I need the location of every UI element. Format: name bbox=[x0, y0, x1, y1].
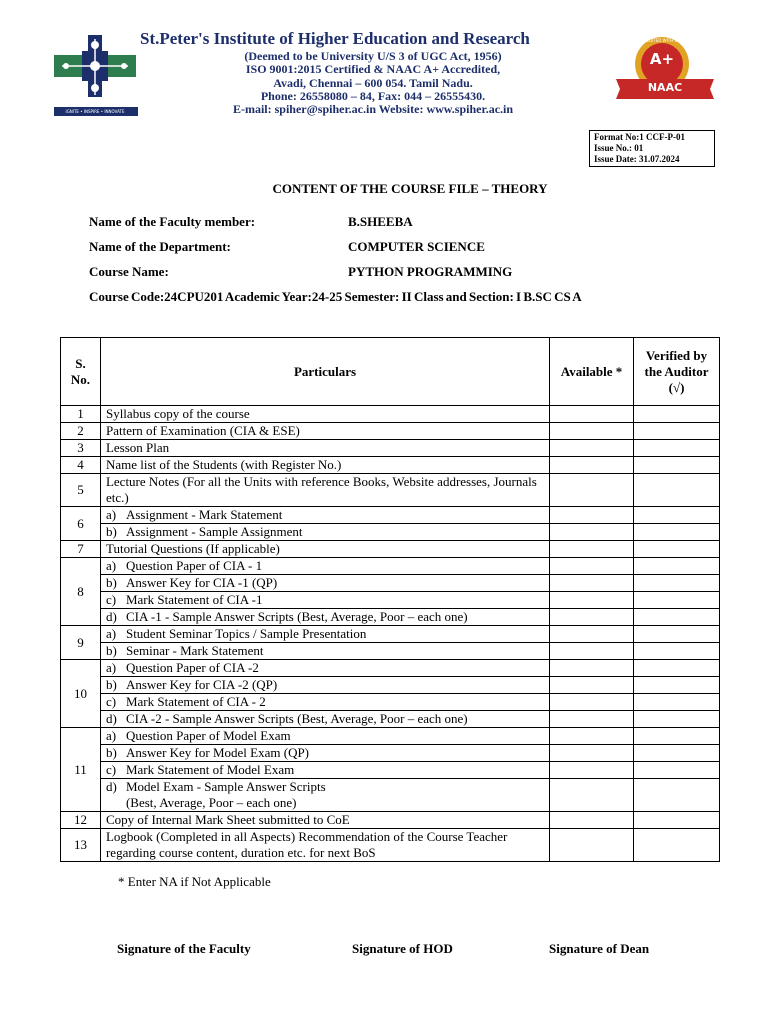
course-value: PYTHON PROGRAMMING bbox=[348, 264, 513, 279]
header-sno: S. No. bbox=[61, 338, 101, 406]
item-text: Answer Key for CIA -2 (QP) bbox=[125, 677, 278, 692]
serial-number: 5 bbox=[61, 474, 101, 507]
available-cell[interactable] bbox=[550, 474, 634, 507]
table-row bbox=[61, 626, 720, 643]
faculty-label: Name of the Faculty member: bbox=[89, 214, 256, 229]
verified-cell[interactable] bbox=[634, 745, 720, 762]
item-text: Question Paper of CIA - 1 bbox=[125, 558, 263, 573]
table-row bbox=[61, 694, 720, 711]
table-row bbox=[61, 541, 720, 558]
table-body bbox=[61, 406, 720, 862]
table-row bbox=[61, 762, 720, 779]
table-row bbox=[61, 406, 720, 423]
item-text-continued: (Best, Average, Poor – each one) bbox=[125, 795, 297, 810]
verified-cell[interactable] bbox=[634, 609, 720, 626]
item-letter: d) bbox=[105, 779, 117, 794]
format-box bbox=[589, 130, 715, 167]
verified-cell[interactable] bbox=[634, 440, 720, 457]
department-label: Name of the Department: bbox=[89, 239, 231, 254]
format-no: Format No:1 CCF-P-01 bbox=[594, 132, 685, 142]
particulars-cell bbox=[100, 592, 549, 609]
item-text: Model Exam - Sample Answer Scripts bbox=[125, 779, 326, 794]
table-row bbox=[61, 592, 720, 609]
item-text: Tutorial Questions (If applicable) bbox=[105, 541, 280, 556]
faculty-value: B.SHEEBA bbox=[348, 214, 413, 229]
table-row bbox=[61, 457, 720, 474]
header-line-2: ISO 9001:2015 Certified & NAAC A+ Accredited, bbox=[245, 62, 501, 76]
department-value: COMPUTER SCIENCE bbox=[348, 239, 485, 254]
header-line-3: Avadi, Chennai – 600 054. Tamil Nadu. bbox=[273, 76, 473, 90]
serial-number: 12 bbox=[61, 812, 101, 829]
verified-cell[interactable] bbox=[634, 423, 720, 440]
item-text: Name list of the Students (with Register No.) bbox=[105, 457, 342, 472]
particulars-cell bbox=[100, 762, 549, 779]
particulars-cell bbox=[100, 507, 549, 524]
verified-cell[interactable] bbox=[634, 643, 720, 660]
item-text: Answer Key for CIA -1 (QP) bbox=[125, 575, 278, 590]
item-text: Assignment - Sample Assignment bbox=[125, 524, 303, 539]
serial-number: 4 bbox=[61, 457, 101, 474]
verified-cell[interactable] bbox=[634, 541, 720, 558]
particulars-cell bbox=[100, 694, 549, 711]
item-letter: c) bbox=[105, 592, 117, 607]
available-cell[interactable] bbox=[550, 745, 634, 762]
item-text: Mark Statement of CIA - 2 bbox=[125, 694, 266, 709]
course-label: Course Name: bbox=[89, 264, 169, 279]
particulars-cell bbox=[100, 406, 549, 423]
available-cell[interactable] bbox=[550, 558, 634, 575]
verified-cell[interactable] bbox=[634, 812, 720, 829]
table-row bbox=[61, 474, 720, 507]
item-letter: a) bbox=[105, 558, 117, 573]
available-cell[interactable] bbox=[550, 592, 634, 609]
item-letter: d) bbox=[105, 711, 117, 726]
verified-cell[interactable] bbox=[634, 457, 720, 474]
available-cell[interactable] bbox=[550, 812, 634, 829]
item-text: Question Paper of Model Exam bbox=[125, 728, 291, 743]
particulars-cell bbox=[100, 575, 549, 592]
faculty-signature: Signature of the Faculty bbox=[117, 941, 251, 956]
table-row bbox=[61, 440, 720, 457]
item-text: Logbook (Completed in all Aspects) Recommendation of the Course Teacher regarding course content, duration etc. for next BoS bbox=[105, 829, 508, 860]
available-cell[interactable] bbox=[550, 728, 634, 745]
verified-cell[interactable] bbox=[634, 779, 720, 812]
available-cell[interactable] bbox=[550, 643, 634, 660]
item-letter: b) bbox=[105, 643, 117, 658]
verified-cell[interactable] bbox=[634, 626, 720, 643]
item-letter: a) bbox=[105, 626, 117, 641]
particulars-cell bbox=[100, 677, 549, 694]
table-row bbox=[61, 711, 720, 728]
logo-tagline: IGNITE • INSPIRE • INNOVATE bbox=[65, 109, 125, 114]
verified-cell[interactable] bbox=[634, 592, 720, 609]
available-cell[interactable] bbox=[550, 423, 634, 440]
available-cell[interactable] bbox=[550, 694, 634, 711]
naac-badge bbox=[614, 34, 718, 104]
particulars-cell bbox=[100, 779, 549, 812]
particulars-cell bbox=[100, 728, 549, 745]
item-text: Syllabus copy of the course bbox=[105, 406, 250, 421]
particulars-cell bbox=[100, 524, 549, 541]
particulars-cell bbox=[100, 457, 549, 474]
item-text: Mark Statement of Model Exam bbox=[125, 762, 295, 777]
available-cell[interactable] bbox=[550, 677, 634, 694]
verified-cell[interactable] bbox=[634, 406, 720, 423]
issue-no: Issue No.: 01 bbox=[594, 143, 644, 153]
verified-cell[interactable] bbox=[634, 524, 720, 541]
header-line-4: Phone: 26558080 – 84, Fax: 044 – 26555430. bbox=[260, 89, 486, 103]
header-particulars: Particulars bbox=[100, 338, 549, 406]
available-cell[interactable] bbox=[550, 779, 634, 812]
header-verified: Verified by the Auditor (√) bbox=[634, 338, 720, 406]
serial-number: 7 bbox=[61, 541, 101, 558]
table-row bbox=[61, 677, 720, 694]
item-text: Question Paper of CIA -2 bbox=[125, 660, 259, 675]
table-row bbox=[61, 829, 720, 862]
available-cell[interactable] bbox=[550, 457, 634, 474]
particulars-cell bbox=[100, 829, 549, 862]
verified-cell[interactable] bbox=[634, 474, 720, 507]
particulars-cell bbox=[100, 609, 549, 626]
item-text: CIA -2 - Sample Answer Scripts (Best, Average, Poor – each one) bbox=[125, 711, 468, 726]
available-cell[interactable] bbox=[550, 575, 634, 592]
available-cell[interactable] bbox=[550, 507, 634, 524]
item-letter: b) bbox=[105, 524, 117, 539]
serial-number: 9 bbox=[61, 626, 101, 660]
table-row bbox=[61, 609, 720, 626]
verified-cell[interactable] bbox=[634, 558, 720, 575]
table-row bbox=[61, 575, 720, 592]
item-text: Answer Key for Model Exam (QP) bbox=[125, 745, 310, 760]
item-text: Mark Statement of CIA -1 bbox=[125, 592, 263, 607]
serial-number: 3 bbox=[61, 440, 101, 457]
item-text: CIA -1 - Sample Answer Scripts (Best, Average, Poor – each one) bbox=[125, 609, 468, 624]
hod-signature: Signature of HOD bbox=[352, 941, 453, 956]
naac-ribbon: NAAC bbox=[647, 81, 683, 94]
available-cell[interactable] bbox=[550, 626, 634, 643]
serial-number: 11 bbox=[61, 728, 101, 812]
particulars-cell bbox=[100, 711, 549, 728]
serial-number: 8 bbox=[61, 558, 101, 626]
particulars-cell bbox=[100, 643, 549, 660]
table-row bbox=[61, 558, 720, 575]
item-text: Lecture Notes (For all the Units with reference Books, Website addresses, Journals etc.) bbox=[105, 474, 537, 505]
verified-cell[interactable] bbox=[634, 507, 720, 524]
item-text: Copy of Internal Mark Sheet submitted to CoE bbox=[105, 812, 350, 827]
header-available: Available * bbox=[550, 338, 634, 406]
serial-number: 13 bbox=[61, 829, 101, 862]
particulars-cell bbox=[100, 541, 549, 558]
item-letter: a) bbox=[105, 507, 117, 522]
available-cell[interactable] bbox=[550, 524, 634, 541]
naac-grade: A+ bbox=[649, 50, 675, 68]
table-row bbox=[61, 524, 720, 541]
table-row bbox=[61, 779, 720, 812]
header-contact-line: E-mail: spiher@spiher.ac.in Website: www.spiher.ac.in bbox=[232, 102, 514, 116]
verified-cell[interactable] bbox=[634, 660, 720, 677]
item-text: Lesson Plan bbox=[105, 440, 170, 455]
serial-number: 2 bbox=[61, 423, 101, 440]
table-row bbox=[61, 643, 720, 660]
item-text: Student Seminar Topics / Sample Presentation bbox=[125, 626, 367, 641]
verified-cell[interactable] bbox=[634, 711, 720, 728]
serial-number: 6 bbox=[61, 507, 101, 541]
table-row bbox=[61, 728, 720, 745]
verified-cell[interactable] bbox=[634, 728, 720, 745]
item-text: Pattern of Examination (CIA & ESE) bbox=[105, 423, 300, 438]
verified-cell[interactable] bbox=[634, 762, 720, 779]
particulars-cell bbox=[100, 474, 549, 507]
available-cell[interactable] bbox=[550, 762, 634, 779]
item-letter: a) bbox=[105, 728, 117, 743]
available-cell[interactable] bbox=[550, 829, 634, 862]
particulars-cell bbox=[100, 660, 549, 677]
institution-logo bbox=[52, 33, 138, 117]
item-letter: b) bbox=[105, 575, 117, 590]
institution-name: St.Peter's Institute of Higher Education and Research bbox=[140, 29, 530, 48]
item-letter: b) bbox=[105, 745, 117, 760]
document-title: CONTENT OF THE COURSE FILE – THEORY bbox=[272, 181, 548, 196]
particulars-cell bbox=[100, 812, 549, 829]
available-cell[interactable] bbox=[550, 406, 634, 423]
item-letter: a) bbox=[105, 660, 117, 675]
verified-cell[interactable] bbox=[634, 829, 720, 862]
serial-number: 10 bbox=[61, 660, 101, 728]
issue-date: Issue Date: 31.07.2024 bbox=[594, 154, 680, 164]
dean-signature: Signature of Dean bbox=[549, 941, 650, 956]
available-cell[interactable] bbox=[550, 711, 634, 728]
table-row bbox=[61, 423, 720, 440]
item-text: Seminar - Mark Statement bbox=[125, 643, 264, 658]
course-code-line: Course Code:24CPU201 Academic Year:24-25 Semester: II Class and Section: I B.SC CS A bbox=[89, 289, 582, 304]
available-cell[interactable] bbox=[550, 440, 634, 457]
available-cell[interactable] bbox=[550, 609, 634, 626]
verified-cell[interactable] bbox=[634, 694, 720, 711]
particulars-cell bbox=[100, 558, 549, 575]
available-cell[interactable] bbox=[550, 541, 634, 558]
naac-badge-top: ACCREDITED WITH GRADE bbox=[635, 38, 689, 43]
particulars-cell bbox=[100, 745, 549, 762]
serial-number: 1 bbox=[61, 406, 101, 423]
verified-cell[interactable] bbox=[634, 575, 720, 592]
item-letter: d) bbox=[105, 609, 117, 624]
table-row bbox=[61, 507, 720, 524]
table-row bbox=[61, 812, 720, 829]
header-line-1: (Deemed to be University U/S 3 of UGC Act, 1956) bbox=[244, 49, 502, 63]
item-text: Assignment - Mark Statement bbox=[125, 507, 283, 522]
particulars-cell bbox=[100, 423, 549, 440]
verified-cell[interactable] bbox=[634, 677, 720, 694]
item-letter: b) bbox=[105, 677, 117, 692]
item-letter: c) bbox=[105, 694, 117, 709]
particulars-cell bbox=[100, 626, 549, 643]
table-row bbox=[61, 745, 720, 762]
table-row bbox=[61, 660, 720, 677]
na-note: * Enter NA if Not Applicable bbox=[118, 874, 271, 889]
course-file-table bbox=[60, 337, 720, 862]
item-letter: c) bbox=[105, 762, 117, 777]
particulars-cell bbox=[100, 440, 549, 457]
available-cell[interactable] bbox=[550, 660, 634, 677]
